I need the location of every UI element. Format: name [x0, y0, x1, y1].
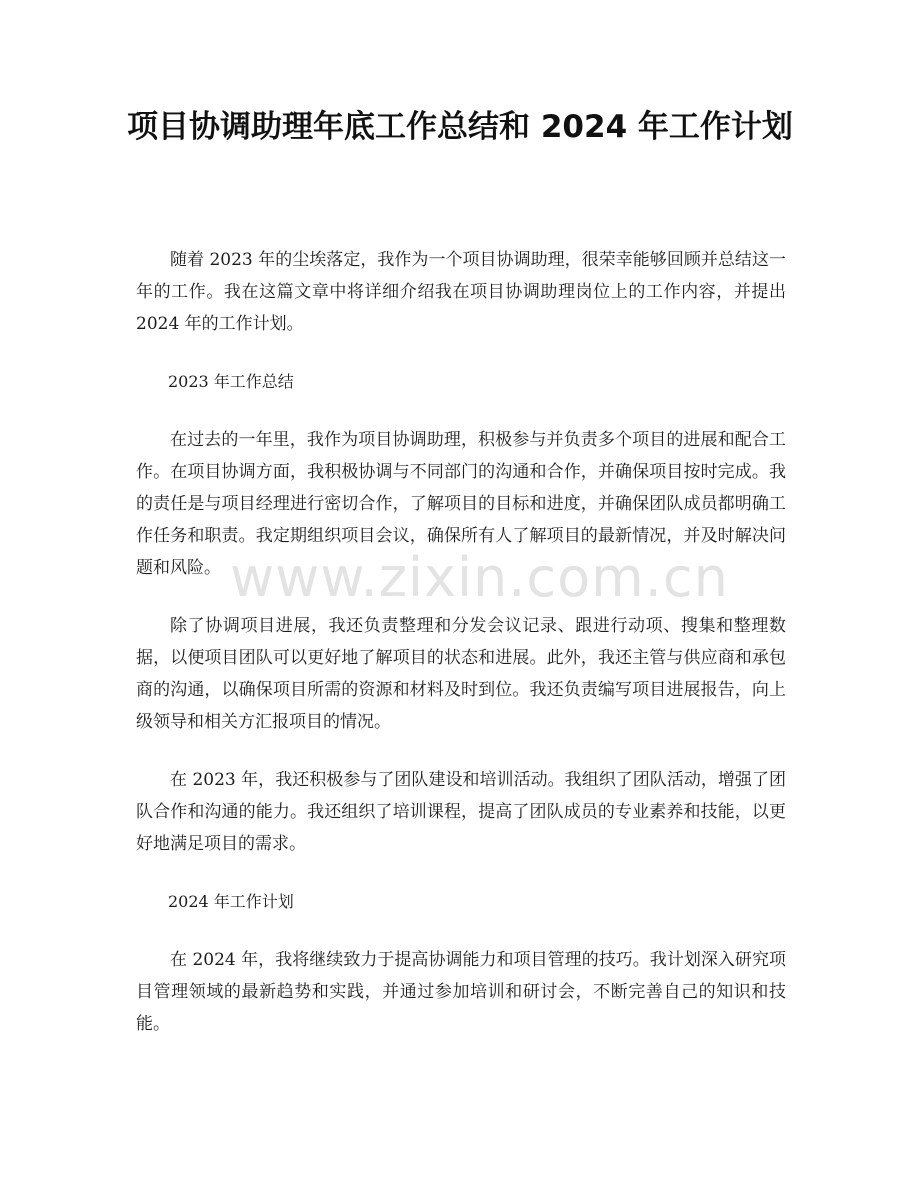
intro-paragraph: 随着 2023 年的尘埃落定，我作为一个项目协调助理，很荣幸能够回顾并总结这一年的工作。我在这篇文章中将详细介绍我在项目协调助理岗位上的工作内容，并提出 2024 年的工作计划。 [136, 250, 786, 334]
paragraph-2024-1: 在 2024 年，我将继续致力于提高协调能力和项目管理的技巧。我计划深入研究项目管理领域的最新趋势和实践，并通过参加培训和研讨会，不断完善自己的知识和技能。 [136, 950, 786, 1034]
page-title: 项目协调助理年底工作总结和 2024 年工作计划 [127, 109, 793, 145]
document-body [136, 244, 786, 1066]
paragraph-2023-2: 除了协调项目进展，我还负责整理和分发会议记录、跟进行动项、搜集和整理数据，以便项目团队可以更好地了解项目的状态和进展。此外，我还主管与供应商和承包商的沟通，以确保项目所需的资源和材料及时到位。我还负责编写项目进展报告，向上级领导和相关方汇报项目的情况。 [136, 616, 786, 732]
paragraph-2023-3: 在 2023 年，我还积极参与了团队建设和培训活动。我组织了团队活动，增强了团队合作和沟通的能力。我还组织了培训课程，提高了团队成员的专业素养和技能，以更好地满足项目的需求。 [136, 770, 786, 854]
paragraph-2023-1: 在过去的一年里，我作为项目协调助理，积极参与并负责多个项目的进展和配合工作。在项目协调方面，我积极协调与不同部门的沟通和合作，并确保项目按时完成。我的责任是与项目经理进行密切合作，了解项目的目标和进度，并确保团队成员都明确工作任务和职责。我定期组织项目会议，确保所有人了解项目的最新情况，并及时解决问题和风险。 [136, 430, 786, 578]
section-heading-2023: 2023 年工作总结 [168, 372, 294, 391]
watermark: www.zixin.com.cn [230, 546, 729, 609]
section-heading-2024: 2024 年工作计划 [168, 892, 294, 911]
